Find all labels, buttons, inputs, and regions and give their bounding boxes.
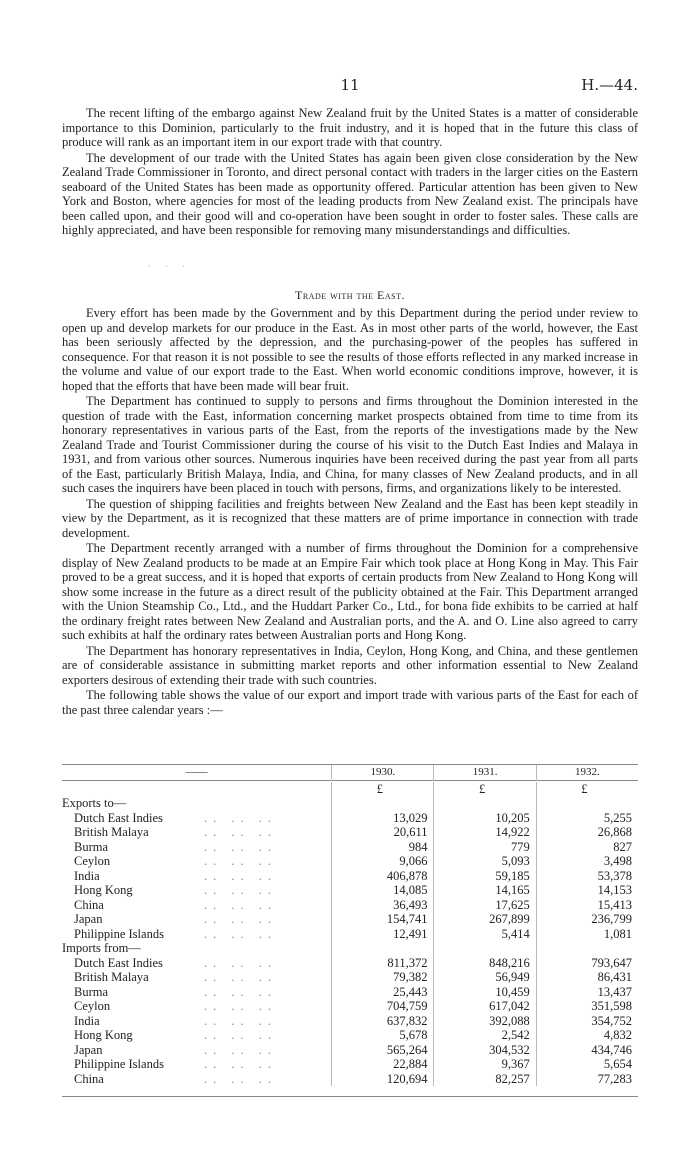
east-section (62, 306, 638, 718)
value-cell: 267,899 (434, 912, 536, 927)
row-label-cell (62, 985, 332, 1000)
empty-cell (434, 796, 536, 811)
value-cell: 304,532 (434, 1043, 536, 1058)
leader-dots: .. .. .. (204, 1013, 277, 1028)
value-cell: 5,093 (434, 854, 536, 869)
table-bottom-rule (62, 1096, 638, 1097)
leader-dots: .. .. .. (204, 984, 277, 999)
row-label: Dutch East Indies (74, 955, 163, 970)
row-label-cell (62, 1057, 332, 1072)
value-cell: 351,598 (536, 999, 638, 1014)
value-cell: 827 (536, 840, 638, 855)
trade-table-wrapper (62, 764, 638, 1097)
leader-dots: .. .. .. (204, 854, 277, 868)
table-row (62, 985, 638, 1000)
row-label-cell (62, 869, 332, 884)
value-cell: 26,868 (536, 825, 638, 840)
label-column-header: —— (185, 766, 208, 778)
table-row (62, 1043, 638, 1058)
imports-heading: Imports from— (62, 941, 141, 955)
table-row (62, 970, 638, 985)
page-number: 11 (340, 76, 360, 94)
table-row (62, 811, 638, 826)
value-cell: 59,185 (434, 869, 536, 884)
row-label-cell (62, 999, 332, 1014)
value-cell: 77,283 (536, 1072, 638, 1087)
row-label: British Malaya (74, 970, 149, 984)
value-cell: 14,153 (536, 883, 638, 898)
leader-dots: .. .. .. (204, 1071, 277, 1086)
value-cell: 15,413 (536, 898, 638, 913)
intro-section (62, 106, 638, 239)
value-cell: 4,832 (536, 1028, 638, 1043)
leader-dots: .. .. .. (204, 1028, 277, 1042)
document-id: H.—44. (581, 76, 638, 94)
row-label: Ceylon (74, 999, 111, 1013)
value-cell: 704,759 (332, 999, 434, 1014)
exports-heading: Exports to— (62, 796, 127, 810)
row-label-cell (62, 898, 332, 913)
table-row (62, 956, 638, 971)
table-row (62, 854, 638, 869)
value-cell: 565,264 (332, 1043, 434, 1058)
leader-dots: .. .. .. (204, 897, 277, 912)
row-label-cell (62, 811, 332, 826)
value-cell: 2,542 (434, 1028, 536, 1043)
row-label-cell (62, 1072, 332, 1087)
exports-heading-row (62, 796, 638, 811)
value-cell: 10,459 (434, 985, 536, 1000)
leader-dots: .. .. .. (204, 1042, 277, 1057)
row-label: Burma (74, 839, 109, 854)
row-label: Japan (74, 912, 103, 926)
paragraph: The development of our trade with the United States has again been given close consideration by the New Zealand Trade Commissioner in Toronto, and direct personal contact with traders in the larger cities on the Eastern seaboard of the United States has been made as opportunity offered. Particular attention has been given to New York and Boston, where agencies for most of the leading products from New Zealand exist. The principals have been called upon, and their good will and co-operation have been sought in order to foster sales. These calls are highly appreciated, and have been responsible for removing many misunderstandings and difficulties. (62, 150, 638, 237)
empty-cell (536, 796, 638, 811)
value-cell: 779 (434, 840, 536, 855)
year-header: 1930. (332, 765, 434, 780)
section-heading: Trade with the East. (295, 288, 405, 302)
value-cell: 36,493 (332, 898, 434, 913)
unit-row (62, 782, 638, 797)
row-label-cell (62, 956, 332, 971)
row-label-cell (62, 970, 332, 985)
page-header (0, 76, 700, 98)
value-cell: 434,746 (536, 1043, 638, 1058)
leader-dots: .. .. .. (204, 825, 277, 839)
table-row (62, 840, 638, 855)
value-cell: 793,647 (536, 956, 638, 971)
unit-label-cell (62, 782, 332, 797)
leader-dots: .. .. .. (204, 955, 277, 970)
value-cell: 53,378 (536, 869, 638, 884)
value-cell: 79,382 (332, 970, 434, 985)
empty-cell (434, 941, 536, 956)
paragraph: The following table shows the value of our export and import trade with various parts of the East for each of the past three calendar years :— (62, 688, 638, 717)
table-row (62, 1072, 638, 1087)
table-row (62, 927, 638, 942)
row-label-cell (62, 1014, 332, 1029)
value-cell: 3,498 (536, 854, 638, 869)
leader-dots: .. .. .. (204, 1057, 277, 1071)
empty-cell (332, 796, 434, 811)
value-cell: 1,081 (536, 927, 638, 942)
value-cell: 848,216 (434, 956, 536, 971)
row-label: Ceylon (74, 854, 111, 868)
value-cell: 9,066 (332, 854, 434, 869)
table-row (62, 869, 638, 884)
row-label: Burma (74, 984, 109, 999)
row-label-cell (62, 927, 332, 942)
row-label: India (74, 1013, 100, 1028)
value-cell: 120,694 (332, 1072, 434, 1087)
value-cell: 392,088 (434, 1014, 536, 1029)
value-cell: 5,414 (434, 927, 536, 942)
value-cell: 82,257 (434, 1072, 536, 1087)
table-row (62, 883, 638, 898)
imports-heading-row (62, 941, 638, 956)
leader-dots: .. .. .. (204, 926, 277, 941)
row-label: Dutch East Indies (74, 810, 163, 825)
value-cell: 13,437 (536, 985, 638, 1000)
paragraph: The Department has continued to supply to persons and firms throughout the Dominion interested in the question of trade with the East, information concerning market prospects obtained from time to time from its honorary representatives in various parts of the East, from the reports of the investigations made by the New Zealand Trade and Tourist Commissioner during the course of his visit to the Dutch East Indies and Malaya in 1931, and from various other sources. Numerous inquiries have been received during the past year from all parts of the East, particularly British Malaya, India, and China, for many classes of New Zealand products, and in all such cases the inquirers have been placed in touch with persons, firms, and organizations likely to be interested. (62, 394, 638, 495)
paragraph: The question of shipping facilities and freights between New Zealand and the East has been kept steadily in view by the Department, as it is recognized that these matters are of prime importance in connection with trade development. (62, 496, 638, 540)
empty-cell (332, 941, 434, 956)
row-label: Hong Kong (74, 883, 133, 897)
value-cell: 20,611 (332, 825, 434, 840)
value-cell: 22,884 (332, 1057, 434, 1072)
value-cell: 5,255 (536, 811, 638, 826)
paragraph: The Department recently arranged with a number of firms throughout the Dominion for a comprehensive display of New Zealand products to be made at an Empire Fair which took place at Hong Kong in May. This Fair proved to be a great success, and it is hoped that exports of certain products from New Zealand to Hong Kong will show some increase in the future as a direct result of the publicity obtained at the Fair. This Department arranged with the Union Steamship Co., Ltd., and the Huddart Parker Co., Ltd., for bona fide exhibits to be carried at half the ordinary freight rates between New Zealand and Australian ports, and the A. and O. Line also agreed to carry such exhibits at half the ordinary rates between Australian ports and Hong Kong. (62, 541, 638, 642)
value-cell: 406,878 (332, 869, 434, 884)
leader-dots: .. .. .. (204, 883, 277, 897)
value-cell: 9,367 (434, 1057, 536, 1072)
leader-dots: .. .. .. (204, 912, 277, 926)
row-label: Philippine Islands (74, 926, 164, 941)
currency-cell: £ (332, 782, 434, 797)
value-cell: 5,678 (332, 1028, 434, 1043)
row-label: British Malaya (74, 825, 149, 839)
table-body (62, 780, 638, 1086)
table-row (62, 999, 638, 1014)
table-row (62, 1028, 638, 1043)
row-label-cell (62, 825, 332, 840)
row-label-cell (62, 840, 332, 855)
currency-cell: £ (536, 782, 638, 797)
row-label: Hong Kong (74, 1028, 133, 1042)
year-header: 1932. (536, 765, 638, 780)
row-label-cell (62, 883, 332, 898)
row-label-cell (62, 1043, 332, 1058)
empty-cell (536, 941, 638, 956)
row-label-cell (62, 1028, 332, 1043)
value-cell: 14,165 (434, 883, 536, 898)
row-label: China (74, 897, 104, 912)
value-cell: 13,029 (332, 811, 434, 826)
value-cell: 5,654 (536, 1057, 638, 1072)
table-row (62, 912, 638, 927)
leader-dots: .. .. .. (204, 810, 277, 825)
leader-dots: .. .. .. (204, 970, 277, 984)
separator-dots: · · · (148, 262, 191, 271)
value-cell: 14,922 (434, 825, 536, 840)
value-cell: 14,085 (332, 883, 434, 898)
paragraph: The recent lifting of the embargo against New Zealand fruit by the United States is a matter of considerable importance to this Dominion, particularly to the fruit industry, and it is hoped that in the future this class of produce will rank as an important item in our export trade with that country. (62, 106, 638, 149)
value-cell: 56,949 (434, 970, 536, 985)
value-cell: 354,752 (536, 1014, 638, 1029)
value-cell: 25,443 (332, 985, 434, 1000)
value-cell: 154,741 (332, 912, 434, 927)
currency-cell: £ (434, 782, 536, 797)
year-header: 1931. (434, 765, 536, 780)
value-cell: 617,042 (434, 999, 536, 1014)
table-header-row (62, 765, 638, 780)
paragraph: Every effort has been made by the Government and by this Department during the period under review to open up and develop markets for our produce in the East. As in most other parts of the world, however, the East has been seriously affected by the depression, and the purchasing-power of the peoples has suffered in consequence. For that reason it is not possible to see the results of those efforts reflected in any marked increase in the volume and value of our export trade to the East. When world economic conditions improve, however, it is hoped that the efforts that have been made will bear fruit. (62, 306, 638, 393)
row-label: India (74, 868, 100, 883)
leader-dots: .. .. .. (204, 839, 277, 854)
value-cell: 10,205 (434, 811, 536, 826)
table-row (62, 1014, 638, 1029)
row-label: Japan (74, 1042, 103, 1057)
table-row (62, 825, 638, 840)
table-row (62, 898, 638, 913)
row-label-cell (62, 854, 332, 869)
value-cell: 236,799 (536, 912, 638, 927)
row-label: China (74, 1071, 104, 1086)
leader-dots: .. .. .. (204, 999, 277, 1013)
row-label: Philippine Islands (74, 1057, 164, 1071)
leader-dots: .. .. .. (204, 868, 277, 883)
value-cell: 984 (332, 840, 434, 855)
row-label-cell (62, 912, 332, 927)
value-cell: 811,372 (332, 956, 434, 971)
trade-table (62, 765, 638, 1086)
table-row (62, 1057, 638, 1072)
value-cell: 12,491 (332, 927, 434, 942)
value-cell: 17,625 (434, 898, 536, 913)
value-cell: 86,431 (536, 970, 638, 985)
value-cell: 637,832 (332, 1014, 434, 1029)
paragraph: The Department has honorary representatives in India, Ceylon, Hong Kong, and China, and these gentlemen are of considerable assistance in submitting market reports and other information essential to New Zealand exporters desirous of extending their trade with such countries. (62, 643, 638, 687)
